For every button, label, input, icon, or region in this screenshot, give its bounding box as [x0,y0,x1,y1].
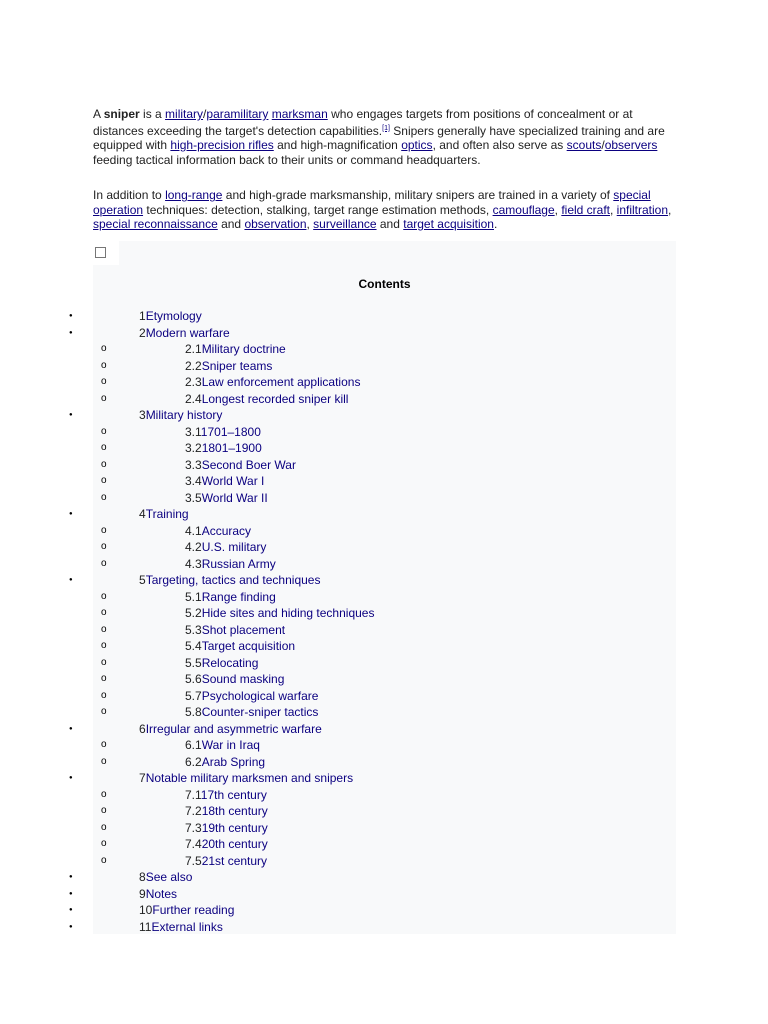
toc-item[interactable] [185,358,272,374]
bullet-circle-icon: o [101,673,107,684]
bullet-circle-icon: o [101,706,107,717]
toc-item-number: 5.7 [185,689,202,703]
paragraph-text: techniques: detection, stalking, target range estimation methods, [143,202,493,217]
toc-item-number: 7.3 [185,821,202,835]
bullet-disc-icon: ● [69,511,73,517]
article-link[interactable]: camouflage [492,202,555,217]
toc-item[interactable] [185,490,268,506]
toc-item-label: Further reading [152,903,235,917]
toc-item-number: 3 [139,408,146,422]
toc-item-number: 5.5 [185,656,202,670]
toc-item-number: 3.4 [185,474,202,488]
toc-item-label: U.S. military [201,540,267,554]
paragraph-text: , and often also serve as [432,138,567,153]
toc-toggle-area [93,241,119,265]
toc-item-number: 1 [139,309,146,323]
toc-title: Contents [358,277,411,291]
toc-item[interactable] [185,605,374,621]
toc-item-number: 2.4 [185,392,202,406]
article-link[interactable]: scouts [566,138,602,153]
paragraph-text: Snipers generally have specialized training and are equipped with [93,123,665,153]
toc-item[interactable] [139,572,320,588]
toc-item-number: 4.2 [185,540,202,554]
toc-item-label: Relocating [201,656,259,670]
toc-toggle-checkbox[interactable] [95,247,106,258]
toc-item-label: 1701–1800 [201,425,261,439]
toc-item[interactable] [139,506,189,522]
toc-item[interactable] [185,341,286,357]
toc-item-number: 4.1 [185,524,202,538]
bullet-circle-icon: o [101,426,107,437]
bullet-disc-icon: ● [69,412,73,418]
toc-item-number: 2.2 [185,359,202,373]
bullet-circle-icon: o [101,525,107,536]
toc-item-number: 7 [139,771,146,785]
toc-item-number: 3.3 [185,458,202,472]
toc-item[interactable] [185,836,268,852]
toc-item-number: 5.6 [185,672,202,686]
bullet-circle-icon: o [101,739,107,750]
bullet-disc-icon: ● [69,330,73,336]
article-link[interactable]: target acquisition [403,217,494,232]
paragraph-text: , [306,217,314,232]
article-link[interactable]: military [165,107,204,121]
toc-item-number: 6.2 [185,755,202,769]
toc-item-number: 6 [139,722,146,736]
article-link[interactable]: special reconnaissance [93,217,218,232]
article-link[interactable]: paramilitary [206,107,269,121]
toc-item-number: 6.1 [185,738,202,752]
bullet-circle-icon: o [101,360,107,371]
bullet-circle-icon: o [101,756,107,767]
bullet-circle-icon: o [101,343,107,354]
article-link[interactable]: optics [401,138,433,153]
article-link[interactable]: observers [604,138,658,153]
toc-item[interactable] [139,869,192,885]
toc-item-number: 2.3 [185,375,202,389]
toc-item-label: 18th century [201,804,268,818]
toc-item[interactable] [185,424,261,440]
article-link[interactable]: long-range [165,188,223,202]
toc-item[interactable] [185,589,276,605]
toc-item-number: 7.1 [185,788,201,802]
toc-item[interactable] [185,655,258,671]
toc-item-label: Target acquisition [201,639,296,653]
toc-item[interactable] [185,737,260,753]
toc-item-number: 4.3 [185,557,202,571]
toc-item[interactable] [185,440,262,456]
paragraph-text: A [93,107,104,121]
paragraph-text: . [493,217,498,232]
bullet-circle-icon: o [101,822,107,833]
toc-item-label: War in Iraq [201,738,260,752]
toc-item-label: 17th century [200,788,267,802]
toc-item[interactable] [139,325,230,341]
bullet-circle-icon: o [101,558,107,569]
toc-item-label: Hide sites and hiding techniques [201,606,375,620]
toc-item[interactable] [185,688,318,704]
bullet-circle-icon: o [101,657,107,668]
toc-item-label: Longest recorded sniper kill [201,392,349,406]
paragraph-text: who engages targets from positions of concealment or at distances exceeding the target's detection capabilities. [93,107,633,138]
toc-item-label: Second Boer War [201,458,296,472]
intro-paragraph-1 [93,107,676,167]
toc-item-label: Military history [145,408,223,422]
toc-item-number: 5.8 [185,705,202,719]
article-link[interactable]: special operation [93,188,651,217]
bullet-circle-icon: o [101,541,107,552]
bullet-circle-icon: o [101,459,107,470]
paragraph-text: and high-grade marksmanship, military snipers are trained in a variety of [222,188,614,202]
toc-item[interactable] [139,308,202,324]
bullet-circle-icon: o [101,393,107,404]
toc-item-number: 8 [139,870,146,884]
toc-item[interactable] [185,539,266,555]
toc-item-number: 5.1 [185,590,202,604]
toc-item[interactable] [185,803,268,819]
intro-paragraph-2 [93,188,676,232]
bullet-disc-icon: ● [69,726,73,732]
toc-item-number: 5.2 [185,606,202,620]
bullet-disc-icon: ● [69,891,73,897]
paragraph-text: , [554,202,562,217]
bullet-circle-icon: o [101,640,107,651]
paragraph-text: and [376,217,404,232]
bullet-circle-icon: o [101,492,107,503]
toc-item[interactable] [139,721,322,737]
bullet-circle-icon: o [101,607,107,618]
toc-item-label: 21st century [201,854,268,868]
toc-item-number: 3.5 [185,491,202,505]
toc-item-number: 2.1 [185,342,202,356]
toc-item[interactable] [185,473,264,489]
toc-item-label: See also [145,870,193,884]
toc-item-label: Range finding [201,590,276,604]
toc-item[interactable] [185,391,348,407]
bullet-disc-icon: ● [69,313,73,319]
bullet-circle-icon: o [101,442,107,453]
term-bold: sniper [103,107,140,121]
bullet-circle-icon: o [101,805,107,816]
toc-item-number: 3.1 [185,425,202,439]
toc-item[interactable] [185,853,267,869]
toc-item[interactable] [139,770,353,786]
toc-item[interactable] [185,622,285,638]
article-link[interactable]: marksman [271,107,328,121]
paragraph-text: In addition to [93,188,166,202]
toc-item-number: 4 [139,507,146,521]
toc-item[interactable] [185,556,276,572]
toc-item-label: Arab Spring [201,755,266,769]
toc-item-label: Law enforcement applications [201,375,361,389]
bullet-circle-icon: o [101,591,107,602]
toc-item-label: External links [151,920,223,934]
bullet-disc-icon: ● [69,924,73,930]
toc-item-label: Training [145,507,189,521]
toc-item-number: 10 [139,903,153,917]
article-link[interactable]: field craft [561,202,610,217]
toc-item-label: 20th century [201,837,268,851]
paragraph-text: / [203,107,207,121]
paragraph-text: , [668,202,672,217]
toc-item[interactable] [139,407,222,423]
toc-item-label: Russian Army [201,557,276,571]
paragraph-text: , [610,202,617,217]
bullet-circle-icon: o [101,376,107,387]
paragraph-text: is a [139,107,166,121]
toc-item[interactable] [139,919,223,935]
toc-item[interactable] [185,671,284,687]
toc-item-label: Notable military marksmen and snipers [145,771,354,785]
toc-item-label: Sound masking [201,672,285,686]
toc-item-number: 5.3 [185,623,202,637]
toc-item[interactable] [139,902,234,918]
toc-item[interactable] [185,638,295,654]
toc-item[interactable] [185,754,265,770]
toc-item[interactable] [185,523,251,539]
paragraph-text: / [601,138,605,153]
toc-item-label: Military doctrine [201,342,286,356]
toc-item-label: Accuracy [201,524,252,538]
toc-item[interactable] [185,704,318,720]
article-link[interactable]: surveillance [313,217,377,232]
bullet-circle-icon: o [101,789,107,800]
toc-item-label: Notes [145,887,178,901]
toc-item-label: Targeting, tactics and techniques [145,573,321,587]
bullet-circle-icon: o [101,475,107,486]
toc-item-number: 5.4 [185,639,202,653]
toc-item-number: 5 [139,573,146,587]
toc-item[interactable] [185,820,268,836]
bullet-disc-icon: ● [69,907,73,913]
toc-item-label: Shot placement [201,623,286,637]
toc-item-label: Modern warfare [145,326,230,340]
article-link[interactable]: high-precision rifles [170,138,274,153]
toc-item-number: 2 [139,326,146,340]
toc-item-label: 1801–1900 [201,441,262,455]
bullet-disc-icon: ● [69,775,73,781]
toc-item-label: World War II [201,491,268,505]
toc-item[interactable] [185,787,267,803]
toc-item-number: 3.2 [185,441,202,455]
paragraph-text: and [217,217,245,232]
toc-item-label: Psychological warfare [201,689,319,703]
paragraph-text: feeding tactical information back to their units or command headquarters. [93,152,481,167]
toc-item-label: 19th century [201,821,268,835]
toc-item-label: Counter-sniper tactics [201,705,319,719]
toc-item-label: Etymology [145,309,202,323]
toc-item[interactable] [139,886,177,902]
toc-item-label: Irregular and asymmetric warfare [145,722,322,736]
paragraph-text: and high-magnification [273,138,402,153]
bullet-circle-icon: o [101,624,107,635]
article-link[interactable]: infiltration [616,202,669,217]
toc-item[interactable] [185,457,296,473]
bullet-circle-icon: o [101,855,107,866]
bullet-disc-icon: ● [69,874,73,880]
toc-item-label: World War I [201,474,265,488]
bullet-disc-icon: ● [69,577,73,583]
toc-item-number: 7.4 [185,837,202,851]
toc-item-number: 7.2 [185,804,202,818]
article-link[interactable]: observation [244,217,307,232]
bullet-circle-icon: o [101,838,107,849]
toc-item-number: 9 [139,887,146,901]
bullet-circle-icon: o [101,690,107,701]
toc-item-label: Sniper teams [201,359,273,373]
toc-item-number: 7.5 [185,854,202,868]
citation-link[interactable]: [1] [382,124,390,132]
toc-item[interactable] [185,374,360,390]
toc-item-number: 11 [139,920,152,934]
